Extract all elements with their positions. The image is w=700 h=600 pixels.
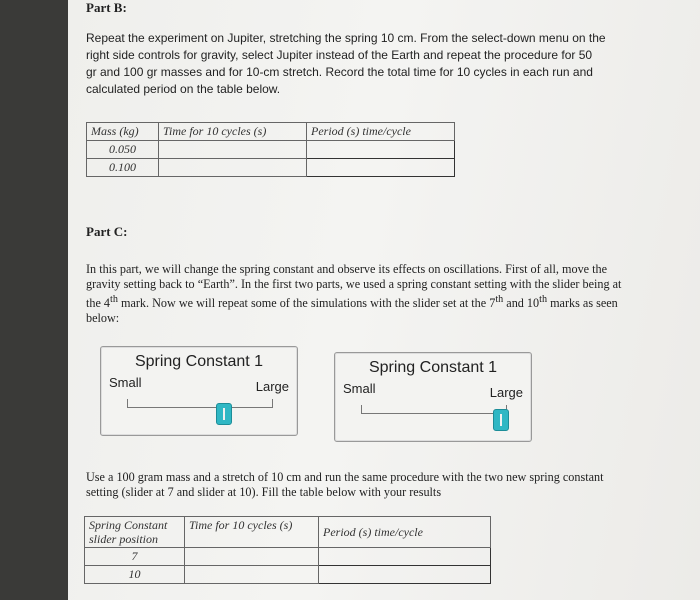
period-cell[interactable] (319, 548, 491, 566)
slider-position-cell: 10 (85, 566, 185, 584)
spring-constant-slider-7 (100, 346, 298, 436)
part-c-table (84, 516, 491, 584)
table-row (85, 566, 491, 584)
part-b-instructions: Repeat the experiment on Jupiter, stretching the spring 10 cm. From the select-down menu on the right side controls for gravity, select Jupiter instead of the Earth and repeat the procedure for 50 gr and 100 gr masses and for 10-cm stretch. Record the total time for 10 cycles in each run and calculated period on the table below. (86, 31, 606, 96)
header-slider-position: Spring Constant slider position (85, 517, 185, 548)
slider-track (361, 413, 507, 414)
superscript: th (539, 294, 548, 305)
slider-min-label: Small (109, 375, 142, 390)
slider-tick-min (127, 399, 128, 408)
header-period: Period (s) time/cycle (307, 123, 455, 141)
slider-thumb[interactable] (216, 403, 232, 425)
part-c-procedure: Use a 100 gram mass and a stretch of 10 cm and run the same procedure with the two new spring constant setting (slider at 7 and slider at 10). Fill the table below with your results (86, 470, 604, 499)
period-cell[interactable] (319, 566, 491, 584)
intro-text: and 10 (503, 296, 540, 311)
table-row (87, 141, 455, 159)
table-header-row (85, 517, 491, 548)
header-mass: Mass (kg) (87, 123, 159, 141)
slider-tick-max (272, 399, 273, 408)
slider-min-label: Small (343, 381, 376, 396)
part-c-heading: Part C: (86, 224, 128, 239)
table-header-row (87, 123, 455, 141)
slider-position-cell: 7 (85, 548, 185, 566)
time-cell[interactable] (185, 566, 319, 584)
table-row (85, 548, 491, 566)
header-period: Period (s) time/cycle (319, 517, 491, 548)
mass-cell: 0.100 (87, 159, 159, 177)
intro-text: In this part, we will change the spring constant and observe its effects on oscillations. First of all, move the gravity setting back to “Earth”. In the first two parts, we used a spring constant setting with the slider being at the 4 (86, 262, 622, 311)
intro-text: mark. Now we will repeat some of the simulations with the slider set at the 7 (117, 296, 496, 311)
period-cell[interactable] (307, 141, 455, 159)
intro-text: marks as seen below: (86, 296, 618, 326)
time-cell[interactable] (159, 141, 307, 159)
part-b-table (86, 122, 455, 177)
header-time: Time for 10 cycles (s) (185, 517, 319, 548)
mass-cell: 0.050 (87, 141, 159, 159)
slider-track (127, 407, 273, 408)
slider-thumb[interactable] (493, 409, 509, 431)
slider-max-label: Large (255, 379, 289, 394)
spring-constant-slider-10 (334, 352, 532, 442)
table-row (87, 159, 455, 177)
period-cell[interactable] (307, 159, 455, 177)
superscript: th (110, 294, 118, 305)
time-cell[interactable] (185, 548, 319, 566)
time-cell[interactable] (159, 159, 307, 177)
superscript: th (495, 294, 504, 305)
header-time: Time for 10 cycles (s) (159, 123, 307, 141)
slider-title: Spring Constant 1 (368, 359, 498, 376)
part-b-heading: Part B: (86, 0, 127, 15)
slider-tick-min (361, 405, 362, 414)
slider-max-label: Large (489, 385, 523, 400)
part-c-intro (86, 262, 636, 326)
slider-title: Spring Constant 1 (134, 353, 264, 370)
